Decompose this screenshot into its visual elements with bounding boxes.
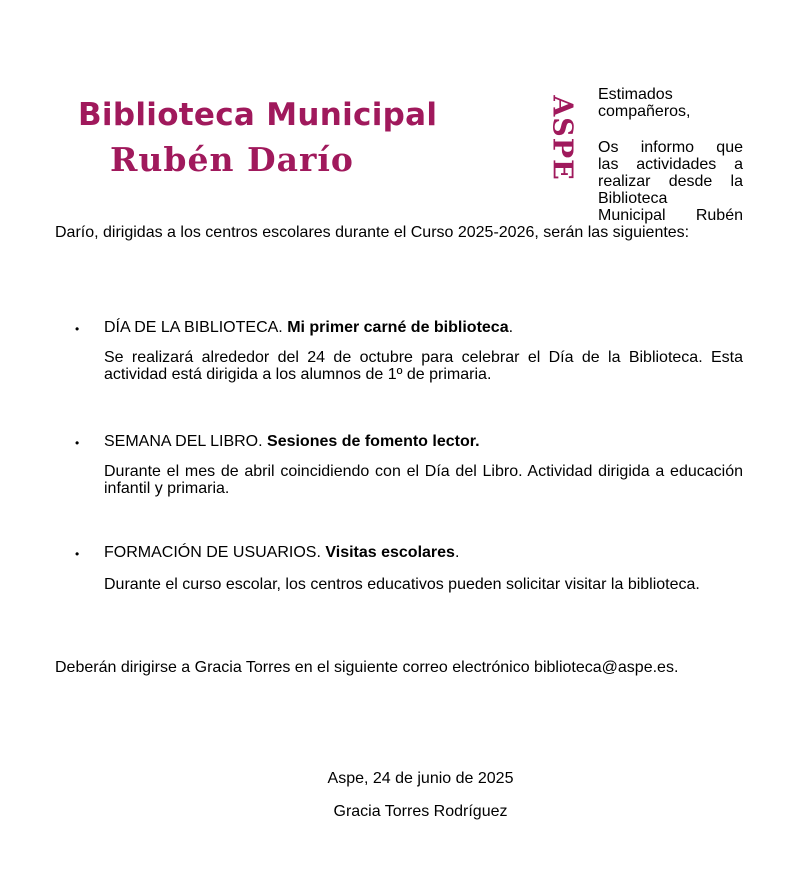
activity-title: SEMANA DEL LIBRO. Sesiones de fomento lector. xyxy=(104,433,480,450)
intro-paragraph: Darío, dirigidas a los centros escolares durante el Curso 2025-2026, serán las siguientes: xyxy=(55,224,690,241)
library-logo-title: Biblioteca Municipal xyxy=(78,97,438,133)
activity-description: Durante el mes de abril coincidiendo con el Día del Libro. Actividad dirigida a educación infantil y primaria. xyxy=(104,463,743,497)
greeting-line-1: Estimados xyxy=(598,86,673,103)
intro-side-line: las actividades a xyxy=(598,156,743,173)
activity-description: Se realizará alrededor del 24 de octubre para celebrar el Día de la Biblioteca. Esta actividad está dirigida a los alumnos de 1º de primaria. xyxy=(104,349,743,383)
activity-title: FORMACIÓN DE USUARIOS. Visitas escolares. xyxy=(104,544,460,561)
intro-side-line: Os informo que xyxy=(598,139,743,156)
intro-side-line: realizar desde la xyxy=(598,173,743,190)
library-logo-subtitle: Rubén Darío xyxy=(110,140,354,179)
aspe-logo-text: ASPE xyxy=(546,94,578,181)
signature-name: Gracia Torres Rodríguez xyxy=(333,803,508,820)
activity-title: DÍA DE LA BIBLIOTECA. Mi primer carné de biblioteca. xyxy=(104,319,514,336)
greeting-line-2: compañeros, xyxy=(598,103,691,120)
contact-paragraph: Deberán dirigirse a Gracia Torres en el siguiente correo electrónico biblioteca@aspe.es. xyxy=(55,659,679,676)
activity-description: Durante el curso escolar, los centros educativos pueden solicitar visitar la biblioteca. xyxy=(104,576,700,593)
aspe-logo xyxy=(545,90,579,185)
bullet-marker: • xyxy=(75,322,80,336)
intro-side-line: Biblioteca xyxy=(598,190,668,207)
signature-place-date: Aspe, 24 de junio de 2025 xyxy=(327,770,514,787)
bullet-marker: • xyxy=(75,436,80,450)
bullet-marker: • xyxy=(75,547,80,561)
intro-side-line: Municipal Rubén xyxy=(598,207,743,224)
